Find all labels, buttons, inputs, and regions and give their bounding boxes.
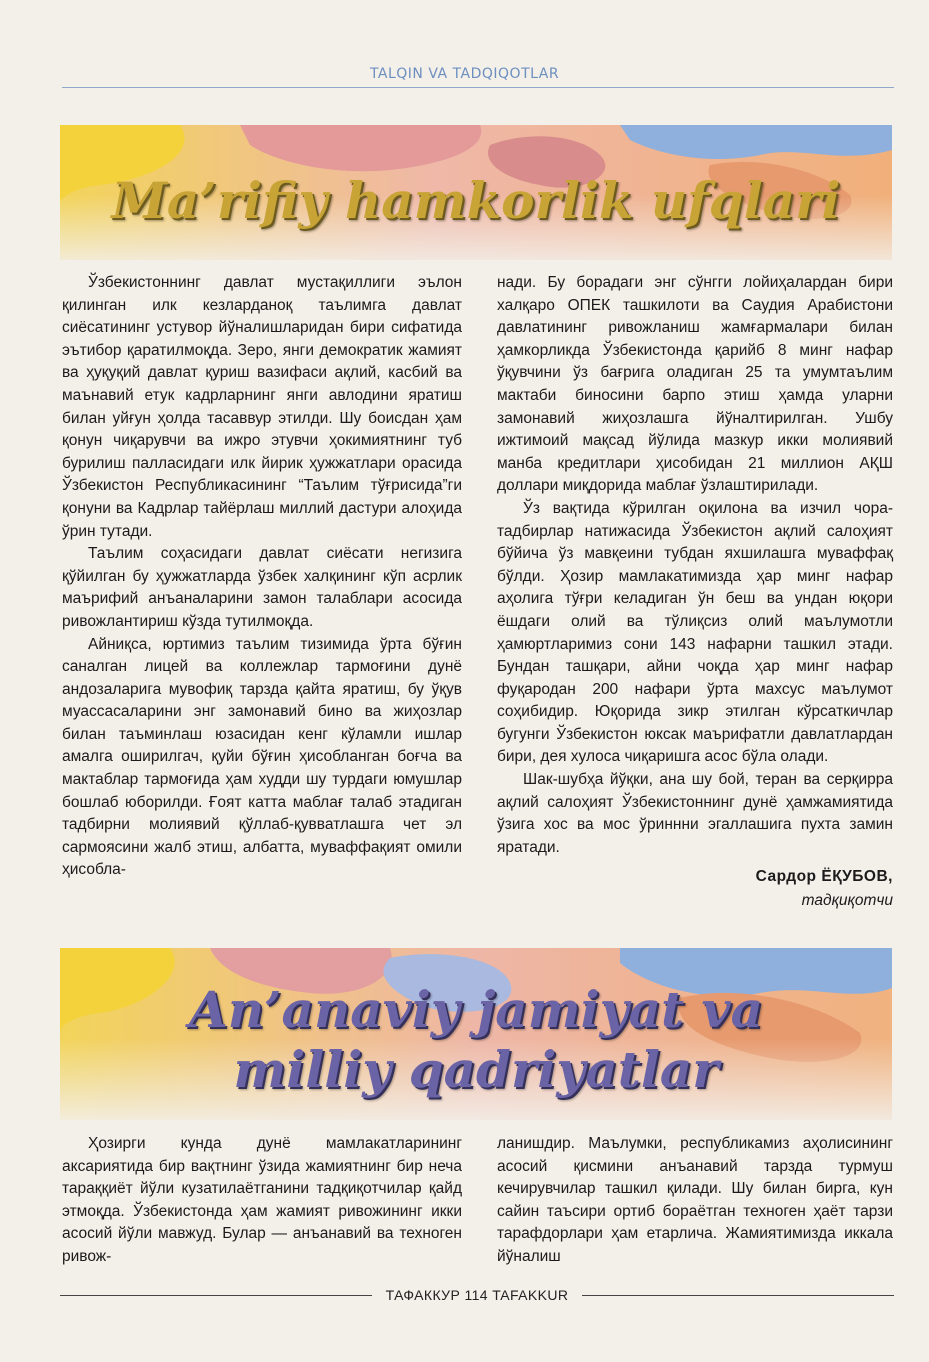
paragraph: Таълим соҳасидаги давлат сиёсати негизига қўйилган бу ҳужжатларда ўзбек халқининг кўп асрлик маърифий анъаналарини замон талаблари асосида ривожлантириш кўзда тутилмоқда.	[62, 545, 462, 630]
article2-left-column	[62, 1133, 462, 1269]
article2-right-column	[497, 1133, 893, 1269]
author-signature	[497, 865, 893, 913]
paragraph: Ўзбекистоннинг давлат мустақиллиги эълон қилинган илк кезларданоқ таълимга давлат сиёсатининг устувор йўналишларидан бири сифатида эътибор қаратилмоқда. Зеро, янги демократик жамият ва ҳуқуқий давлат қуриш вазифаси ақлий, касбий ва маънавий етук кадрларнинг янги авлодини яратиш билан уйғун ҳолда тасаввур этилди. Шу боисдан ҳам қонун чиқарувчи ва ижро этувчи ҳокимиятнинг туб бурилиш палласидаги илк йирик ҳужжатлари орасида Ўзбекистон Республикасининг “Таълим тўғрисида”ги қонуни ва Кадрлар тайёрлаш миллий дастури алоҳида ўрин тутади.	[62, 274, 462, 540]
section-label: TALQIN VA TADQIQOTLAR	[369, 66, 560, 82]
paragraph: Ўз вақтида кўрилган оқилона ва изчил чора-тадбирлар натижасида Ўзбекистон ақлий салоҳият бўйича ўз мавқеини тубдан яхшилашга муваффақ бўлди. Ҳозир мамлакатимизда ҳар минг нафар аҳолига тўғри келадиган ўн беш ва ундан юқори ёшдаги олий ва тўлиқсиз олий маълумотли ҳамюртларимиз сони 143 нафарни ташкил этади. Бундан ташқари, айни чоқда ҳар минг нафар фуқародан 200 нафари ўрта махсус маълумот соҳибидир. Юқорида зикр этилган кўрсаткичлар бугунги Ўзбекистон юксак маърифатли давлатлардан бири, дея хулоса чиқаришга асос бўла олади.	[497, 499, 893, 766]
article1-banner	[60, 125, 892, 260]
page-footer	[60, 1285, 894, 1305]
article1-left-column	[62, 272, 462, 882]
article2-title-line2: milliy qadriyatlar	[233, 1040, 719, 1099]
article1-title: Ma’rifiy hamkorlik ufqlari	[111, 171, 841, 230]
paragraph: Айниқса, юртимиз таълим тизимида ўрта бўғин саналган лицей ва коллежлар тармоғини дунё андозаларига мувофиқ тарзда қайта яратиш, бу ўқув муассасаларини энг замонавий бино ва жиҳозлар билан таъминлаш юзасидан кенг кўламли ишлар амалга оширилгач, қуйи бўғин ҳисобланган боғча ва мактаблар тармоғида ҳам худди шу турдаги юмушлар бошлаб юборилди. Ғоят катта маблағ талаб этадиган тадбирни молиявий қўллаб-қувватлашга чет эл сармоясини жалб этиш, албатта, муваффақият омили ҳисобла-	[62, 635, 462, 879]
footer-page-label: ТАФАККУР 114 TAFAKKUR	[385, 1287, 569, 1303]
article2-banner	[60, 948, 892, 1120]
article2-title-line1: An’anaviy jamiyat va	[189, 980, 763, 1039]
paragraph: ланишдир. Маълумки, республикамиз аҳолисининг асосий қисмини анъанавий тарзда турмуш кечирувчилар ташкил қилади. Шу билан бирга, кун сайин таъсири ортиб бораётган техноген ҳаёт тарзи тарафдорлари ҳам етарлича. Жамиятимизда иккала йўналиш	[497, 1135, 893, 1265]
article2-title	[60, 980, 892, 1100]
footer-rule-right	[582, 1295, 894, 1296]
top-divider	[62, 87, 894, 88]
paragraph: Ҳозирги кунда дунё мамлакатларининг аксариятида бир вақтнинг ўзида жамиятнинг бир неча тараққиёт йўли кузатилаётганини тадқиқотчилар қайд этмоқда. Ўзбекистонда ҳам жамият ривожининг икки асосий йўли мавжуд. Булар — анъанавий ва техноген ривож-	[62, 1135, 462, 1265]
paragraph: Шак-шубҳа йўқки, ана шу бой, теран ва серқирра ақлий салоҳият Ўзбекистоннинг дунё ҳамжамиятида ўзига хос ва мос ўриннни эгаллашига пухта замин яратади.	[497, 771, 893, 856]
footer-rule-left	[60, 1295, 372, 1296]
article1-right-column	[497, 272, 893, 913]
author-name: Сардор ЁҚУБОВ,	[755, 868, 893, 886]
author-role: тадқиқотчи	[801, 892, 893, 910]
paragraph: нади. Бу борадаги энг сўнгги лойиҳалардан бири халқаро ОПЕК ташкилоти ва Саудия Арабистони давлатининг ривожланиш жамғармалари билан ҳамкорликда Ўзбекистонда қарийб 8 минг нафар ўқувчини ўз бағрига оладиган 25 та умумтаълим мактаби биносини барпо этиш ҳамда уларни замонавий жиҳозлашга йўналтирилган. Ушбу ижтимоий мақсад йўлида мазкур икки молиявий манба кредитлари ҳисобидан 21 миллион АҚШ доллари миқдорида маблағ ўзлаштирилади.	[497, 274, 893, 495]
